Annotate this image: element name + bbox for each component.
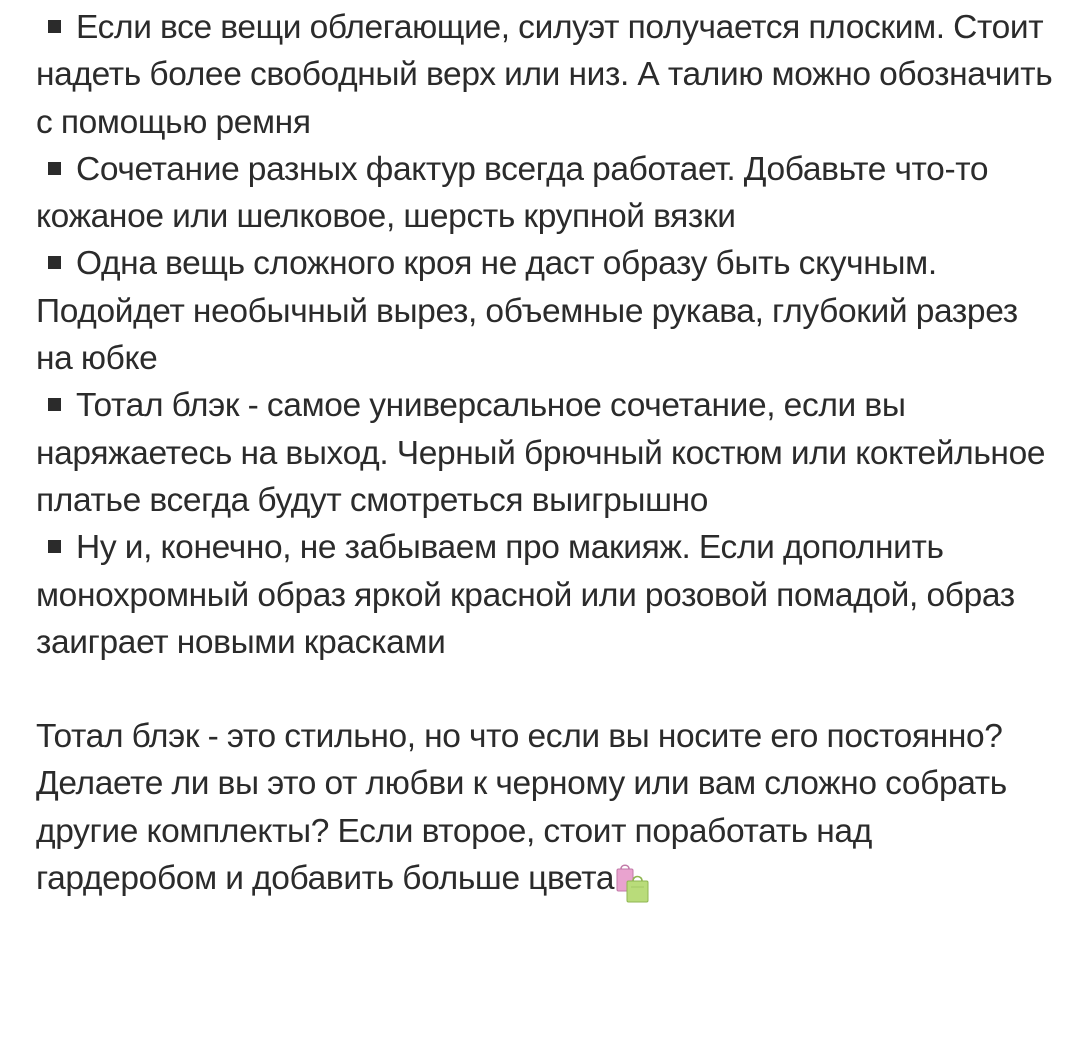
tip-item — [36, 382, 1056, 524]
tip-text: Одна вещь сложного кроя не даст образу быть скучным. Подойдет необычный вырез, объемные рукава, глубокий разрез на юбке — [36, 245, 1018, 378]
square-bullet-icon — [48, 398, 61, 411]
square-bullet-icon — [48, 162, 61, 175]
tip-text: Сочетание разных фактур всегда работает. Добавьте что-то кожаное или шелковое, шерсть крупной вязки — [36, 150, 989, 236]
tip-item — [36, 240, 1056, 382]
square-bullet-icon — [48, 256, 61, 269]
square-bullet-icon — [48, 20, 61, 33]
closing-paragraph — [36, 713, 1056, 916]
shopping-bags-icon — [615, 863, 651, 916]
paragraph-gap — [36, 666, 1056, 713]
closing-text: Тотал блэк - это стильно, но что если вы носите его постоянно? Делаете ли вы это от любви к черному или вам сложно собрать другие комплекты? Если второе, стоит поработать над гардеробом и добавить больше цвета — [36, 718, 1007, 898]
tip-item — [36, 524, 1056, 666]
square-bullet-icon — [48, 540, 61, 553]
tip-text: Если все вещи облегающие, силуэт получается плоским. Стоит надеть более свободный верх или низ. А талию можно обозначить с помощью ремня — [36, 9, 1053, 141]
tip-text: Тотал блэк - самое универсальное сочетание, если вы наряжаетесь на выход. Черный брючный костюм или коктейльное платье всегда будут смотреться выигрышно — [36, 387, 1046, 519]
tip-text: Ну и, конечно, не забываем про макияж. Если дополнить монохромный образ яркой красной или розовой помадой, образ заиграет новыми красками — [36, 529, 1015, 661]
tip-item — [36, 146, 1056, 241]
tip-item — [36, 4, 1056, 146]
post-body — [36, 4, 1056, 916]
